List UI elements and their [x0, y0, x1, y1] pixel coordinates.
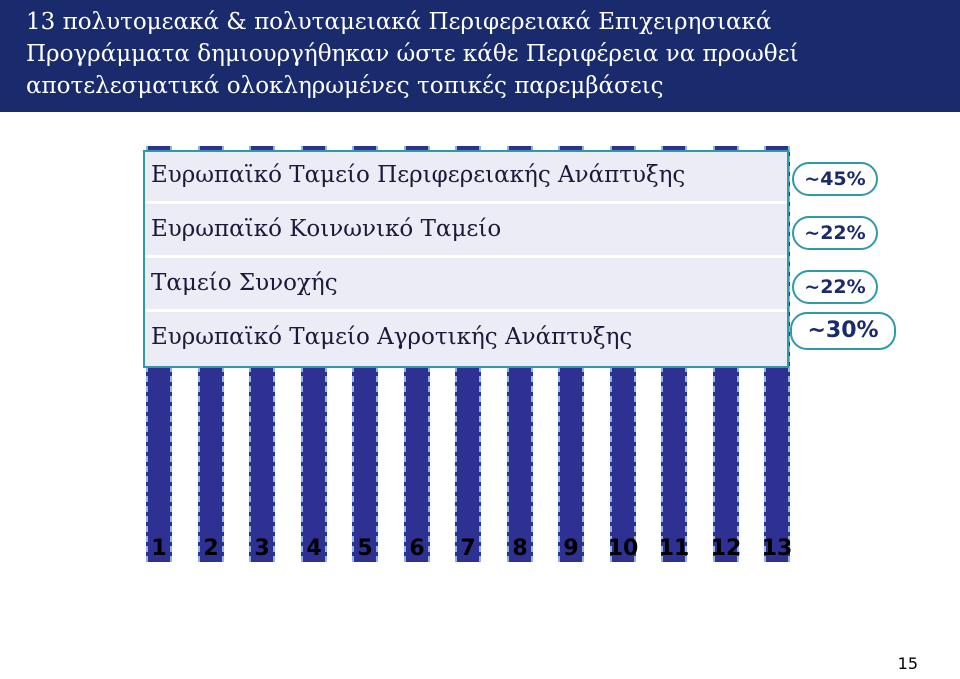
fund-name: Ευρωπαϊκό Ταμείο Αγροτικής Ανάπτυξης	[151, 324, 633, 350]
program-bar-label: 4	[306, 536, 322, 561]
program-bar-label: 1	[151, 536, 167, 561]
fund-row-esf	[145, 206, 787, 258]
fund-row-erdf	[145, 152, 787, 204]
share-badge-cohesion: ~22%	[792, 270, 878, 304]
fund-row-cohesion	[145, 260, 787, 312]
funds-table	[143, 150, 789, 368]
fund-name: Ευρωπαϊκό Κοινωνικό Ταμείο	[151, 216, 502, 242]
fund-row-eafrd	[145, 314, 787, 366]
fund-name: Ευρωπαϊκό Ταμείο Περιφερειακής Ανάπτυξης	[151, 162, 686, 188]
program-bar-label: 2	[203, 536, 219, 561]
share-badge-esf: ~22%	[792, 216, 878, 250]
share-badge-erdf: ~45%	[792, 162, 878, 196]
program-bar-label: 7	[460, 536, 476, 561]
program-bar-label: 9	[563, 536, 579, 561]
program-bar-label: 13	[761, 536, 793, 561]
title-line-1: 13 πολυτομεακά & πολυταμειακά Περιφερειακά Επιχειρησιακά	[26, 9, 772, 35]
program-bar-label: 3	[254, 536, 270, 561]
program-bar-label: 12	[710, 536, 742, 561]
share-badge-eafrd: ~30%	[790, 312, 896, 350]
program-bar-label: 11	[658, 536, 690, 561]
program-bar-label: 6	[409, 536, 425, 561]
page-number: 15	[897, 654, 918, 673]
program-bar-label: 8	[512, 536, 528, 561]
fund-name: Ταμείο Συνοχής	[151, 270, 338, 296]
program-bar-label: 5	[357, 536, 373, 561]
title-line-2: Προγράμματα δημιουργήθηκαν ώστε κάθε Περιφέρεια να προωθεί	[26, 41, 799, 67]
program-bar-label: 10	[607, 536, 639, 561]
title-line-3: αποτελεσματικά ολοκληρωμένες τοπικές παρεμβάσεις	[26, 73, 664, 99]
